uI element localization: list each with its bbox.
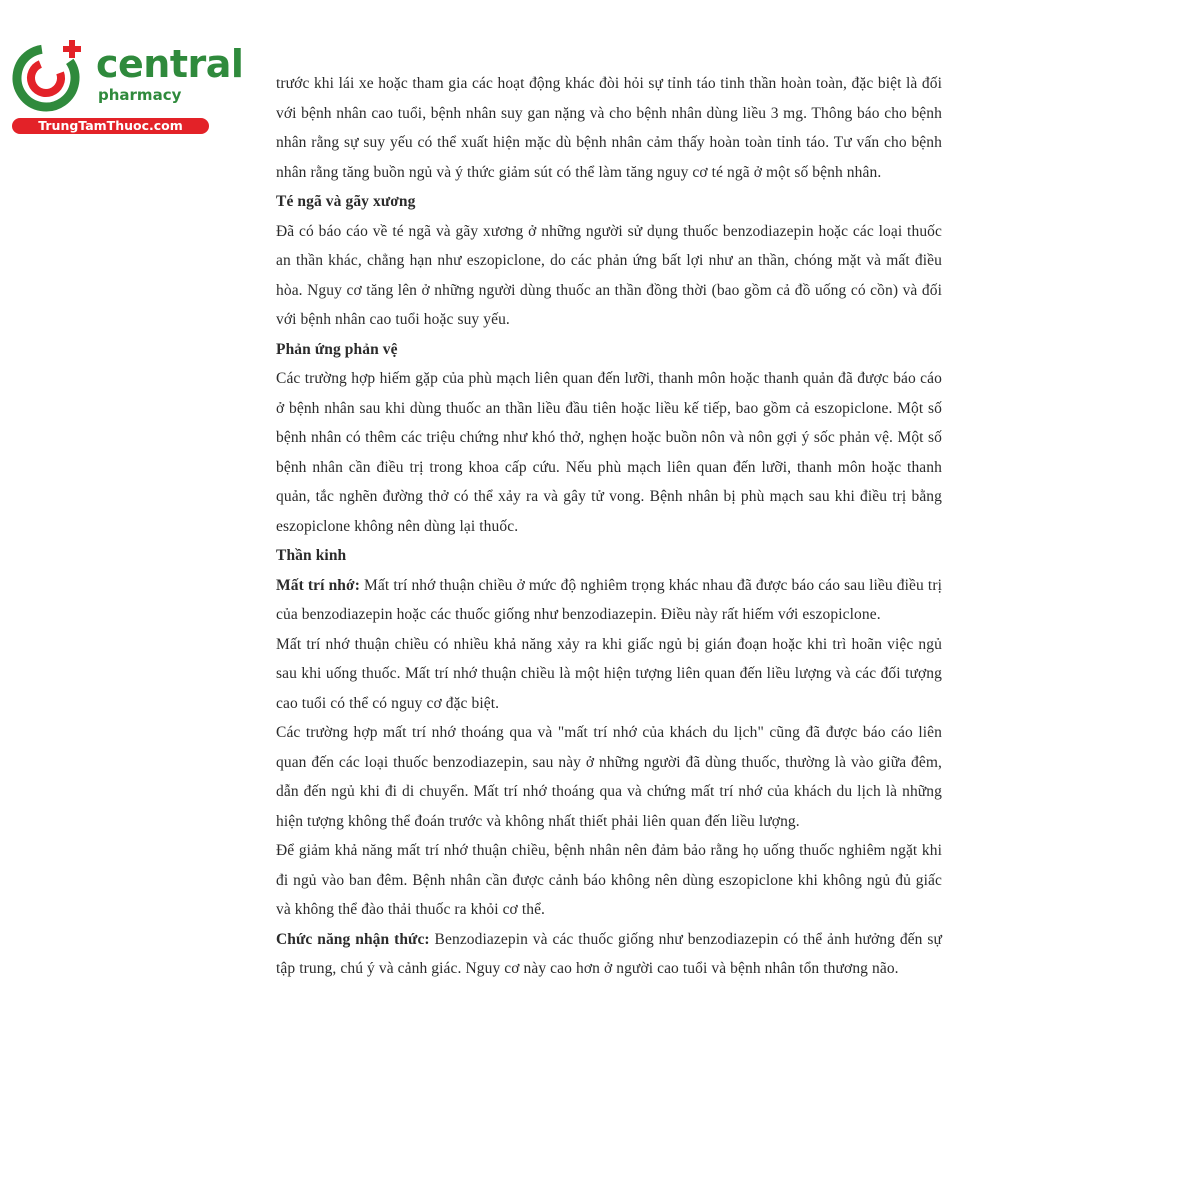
central-pharmacy-logo[interactable]: [10, 38, 244, 138]
site-url-badge[interactable]: TrungTamThuoc.com: [12, 118, 209, 134]
document-body: [276, 69, 942, 984]
heading-anaphylaxis: Phản ứng phản vệ: [276, 340, 398, 358]
heading-neurology: Thần kinh: [276, 547, 347, 564]
paragraph-cognition: [276, 925, 942, 984]
paragraph-amnesia-4: Để giảm khả năng mất trí nhớ thuận chiều, bệnh nhân nên đảm bảo rằng họ uống thuốc nghiêm ngặt khi đi ngủ vào ban đêm. Bệnh nhân cần được cảnh báo không nên dùng eszopiclone khi không ngủ đủ giấc và không thể đào thải thuốc ra khỏi cơ thể.: [276, 842, 942, 918]
paragraph-intro: trước khi lái xe hoặc tham gia các hoạt động khác đòi hỏi sự tỉnh táo tinh thần hoàn toàn, đặc biệt là đối với bệnh nhân cao tuổi, bệnh nhân suy gan nặng và cho bệnh nhân dùng liều 3 mg. Thông báo cho bệnh nhân rằng sự suy yếu có thể xuất hiện mặc dù bệnh nhân cảm thấy hoàn toàn tỉnh táo. Tư vấn cho bệnh nhân rằng tăng buồn ngủ và ý thức giảm sút có thể làm tăng nguy cơ té ngã ở một số bệnh nhân.: [276, 75, 942, 181]
amnesia-text: Mất trí nhớ thuận chiều ở mức độ nghiêm trọng khác nhau đã được báo cáo sau liều điều trị của benzodiazepin hoặc các thuốc giống như benzodiazepin. Điều này rất hiếm với eszopiclone.: [276, 576, 943, 623]
paragraph-amnesia-3: Các trường hợp mất trí nhớ thoáng qua và "mất trí nhớ của khách du lịch" cũng đã được báo cáo liên quan đến các loại thuốc benzodiazepin, sau này ở những người đã dùng thuốc, thường là vào giữa đêm, dẫn đến ngủ khi đi di chuyển. Mất trí nhớ thoáng qua và chứng mất trí nhớ của khách du lịch là những hiện tượng không thể đoán trước và không nhất thiết phải liên quan đến liều lượng.: [276, 724, 942, 830]
heading-falls-fractures: Té ngã và gãy xương: [276, 193, 416, 210]
paragraph-amnesia-1: [276, 571, 942, 630]
amnesia-label: Mất trí nhớ:: [276, 576, 360, 594]
brand-name: central: [96, 42, 244, 86]
cognition-label: Chức năng nhận thức:: [276, 930, 430, 948]
brand-subtitle: pharmacy: [98, 86, 182, 104]
paragraph-falls: Đã có báo cáo về té ngã và gãy xương ở những người sử dụng thuốc benzodiazepin hoặc các loại thuốc an thần khác, chẳng hạn như eszopiclone, do các phản ứng bất lợi như an thần, chóng mặt và mất điều hòa. Nguy cơ tăng lên ở những người dùng thuốc an thần đồng thời (bao gồm cả đồ uống có cồn) và đối với bệnh nhân cao tuổi hoặc suy yếu.: [276, 222, 942, 328]
paragraph-amnesia-2: Mất trí nhớ thuận chiều có nhiều khả năng xảy ra khi giấc ngủ bị gián đoạn hoặc khi trì hoãn việc ngủ sau khi uống thuốc. Mất trí nhớ thuận chiều là một hiện tượng liên quan đến liều lượng và các đối tượng cao tuổi có thể có nguy cơ đặc biệt.: [276, 635, 942, 712]
pharmacy-cross-logo-icon: [10, 38, 90, 118]
cognition-text: Benzodiazepin và các thuốc giống như benzodiazepin có thể ảnh hưởng đến sự tập trung, chú ý và cảnh giác. Nguy cơ này cao hơn ở người cao tuổi và bệnh nhân tổn thương não.: [276, 930, 942, 977]
paragraph-anaphylaxis: Các trường hợp hiếm gặp của phù mạch liên quan đến lưỡi, thanh môn hoặc thanh quản đã được báo cáo ở bệnh nhân sau khi dùng thuốc an thần liều đầu tiên hoặc liều kế tiếp, bao gồm cả eszopiclone. Một số bệnh nhân có thêm các triệu chứng như khó thở, nghẹn hoặc buồn nôn và nôn gợi ý sốc phản vệ. Một số bệnh nhân cần điều trị trong khoa cấp cứu. Nếu phù mạch liên quan đến lưỡi, thanh môn hoặc thanh quản, tắc nghẽn đường thở có thể xảy ra và gây tử vong. Bệnh nhân bị phù mạch sau khi điều trị bằng eszopiclone không nên dùng lại thuốc.: [276, 370, 942, 535]
